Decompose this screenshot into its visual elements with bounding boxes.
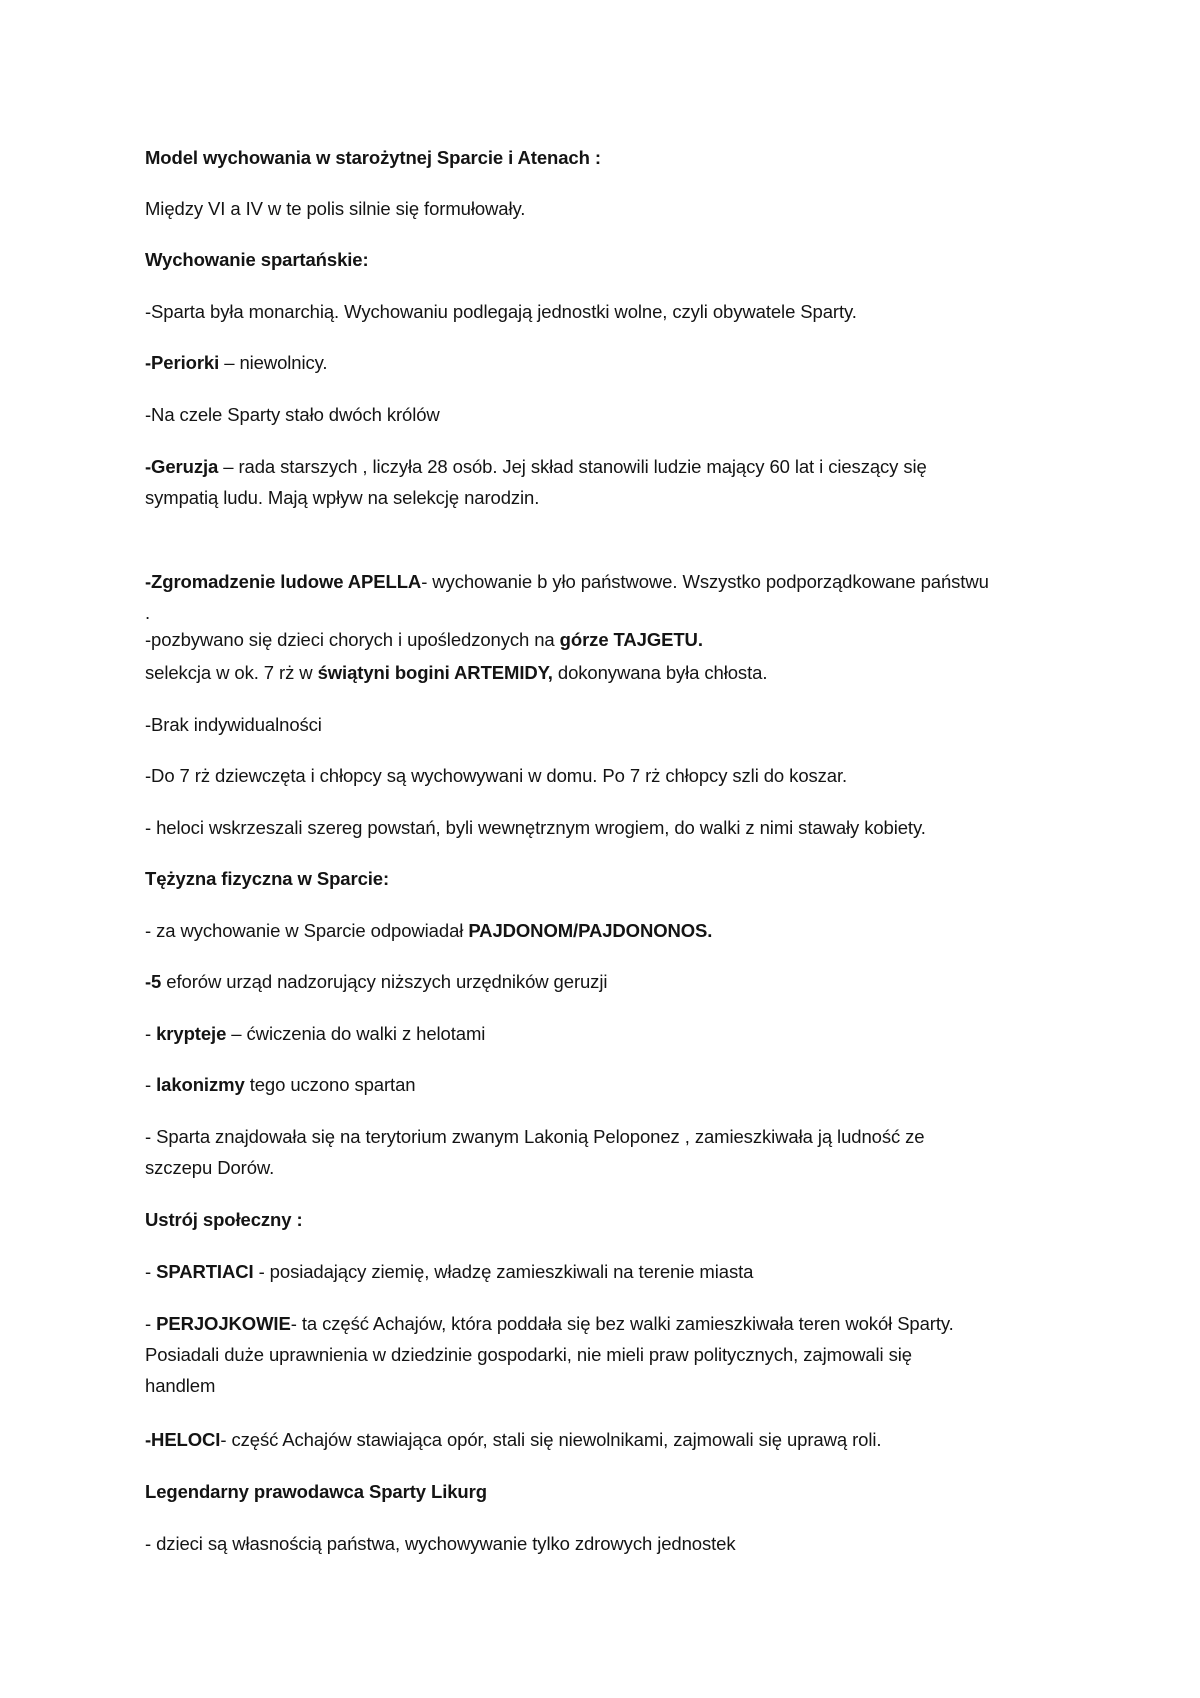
paragraph-selection (145, 661, 1145, 685)
text-perioikoi: - ta część Achajów, która poddała się bez walki zamieszkiwała teren wokół Sparty. (290, 1313, 954, 1334)
paragraph-ephors (145, 970, 1145, 994)
paragraph-laconia: - Sparta znajdowała się na terytorium zwanym Lakonią Peloponez , zamieszkiwała ją ludność ze (145, 1126, 925, 1147)
text-krypteje: – ćwiczenia do walki z helotami (226, 1023, 486, 1044)
intro-paragraph: Między VI a IV w te polis silnie się formułowały. (145, 198, 526, 219)
term-periorki: -Periorki (145, 352, 220, 373)
paragraph-spartiates (145, 1260, 1145, 1284)
text-flogging: dokonywana była chłosta. (552, 662, 768, 683)
paragraph-geruzja-cont: sympatią ludu. Mają wpływ na selekcję narodzin. (145, 487, 540, 508)
paragraph-apella-dot: . (145, 602, 151, 623)
term-pajdonom: PAJDONOM/PAJDONONOS. (468, 920, 713, 941)
text-dash: - (145, 1261, 157, 1282)
paragraph-geruzja (145, 455, 1145, 479)
term-perioikoi: PERJOJKOWIE (156, 1313, 291, 1334)
text-tajget: -pozbywano się dzieci chorych i upośledzonych na (145, 629, 560, 650)
text-dash: - (145, 1023, 157, 1044)
paragraph-monarchy: -Sparta była monarchią. Wychowaniu podlegają jednostki wolne, czyli obywatele Sparty. (145, 301, 857, 322)
paragraph-pajdonom (145, 919, 1145, 943)
term-spartiates: SPARTIACI (156, 1261, 254, 1282)
text-helots: - część Achajów stawiająca opór, stali się niewolnikami, zajmowali się uprawą roli. (220, 1429, 882, 1450)
term-helots: -HELOCI (145, 1429, 221, 1450)
paragraph-apella (145, 570, 1145, 594)
paragraph-kings: -Na czele Sparty stało dwóch królów (145, 404, 440, 425)
paragraph-age-seven: -Do 7 rż dziewczęta i chłopcy są wychowywani w domu. Po 7 rż chłopcy szli do koszar. (145, 765, 848, 786)
text-laconisms: tego uczono spartan (244, 1074, 416, 1095)
paragraph-laconia-cont: szczepu Dorów. (145, 1157, 275, 1178)
text-dash: - (145, 1313, 157, 1334)
heading-physical-fitness: Tężyzna fizyczna w Sparcie: (145, 868, 390, 889)
text-geruzja: – rada starszych , liczyła 28 osób. Jej skład stanowili ludzie mający 60 lat i cieszący się (218, 456, 927, 477)
paragraph-children-state: - dzieci są własnością państwa, wychowywanie tylko zdrowych jednostek (145, 1533, 736, 1554)
paragraph-laconisms (145, 1073, 1145, 1097)
term-krypteje: krypteje (156, 1023, 227, 1044)
paragraph-perioikoi-cont1: Posiadali duże uprawnienia w dziedzinie gospodarki, nie mieli praw politycznych, zajmowali się (145, 1344, 912, 1365)
text-periorki: – niewolnicy. (219, 352, 328, 373)
text-apella: - wychowanie b yło państwowe. Wszystko podporządkowane państwu (421, 571, 989, 592)
paragraph-tajget (145, 628, 1145, 652)
term-ephors-count: -5 (145, 971, 162, 992)
paragraph-perioikoi (145, 1312, 1145, 1336)
paragraph-krypteje (145, 1022, 1145, 1046)
paragraph-no-individuality: -Brak indywidualności (145, 714, 322, 735)
term-geruzja: -Geruzja (145, 456, 219, 477)
heading-spartan-education: Wychowanie spartańskie: (145, 249, 369, 270)
paragraph-helots (145, 1428, 1145, 1452)
text-ephors: eforów urząd nadzorujący niższych urzędników geruzji (161, 971, 608, 992)
text-spartiates: - posiadający ziemię, władzę zamieszkiwali na terenie miasta (253, 1261, 754, 1282)
paragraph-perioikoi-cont2: handlem (145, 1375, 216, 1396)
text-pajdonom: - za wychowanie w Sparcie odpowiadał (145, 920, 469, 941)
paragraph-periorki (145, 351, 1145, 375)
text-dash: - (145, 1074, 157, 1095)
heading-lycurgus: Legendarny prawodawca Sparty Likurg (145, 1481, 487, 1502)
paragraph-helots-uprisings: - heloci wskrzeszali szereg powstań, byli wewnętrznym wrogiem, do walki z nimi stawały kobiety. (145, 817, 926, 838)
term-laconisms: lakonizmy (156, 1074, 245, 1095)
term-apella: -Zgromadzenie ludowe APELLA (145, 571, 422, 592)
text-selection: selekcja w ok. 7 rż w (145, 662, 318, 683)
heading-social-system: Ustrój społeczny : (145, 1209, 303, 1230)
term-artemida: świątyni bogini ARTEMIDY, (317, 662, 553, 683)
term-tajget: górze TAJGETU. (559, 629, 703, 650)
document-title: Model wychowania w starożytnej Sparcie i Atenach : (145, 147, 601, 168)
